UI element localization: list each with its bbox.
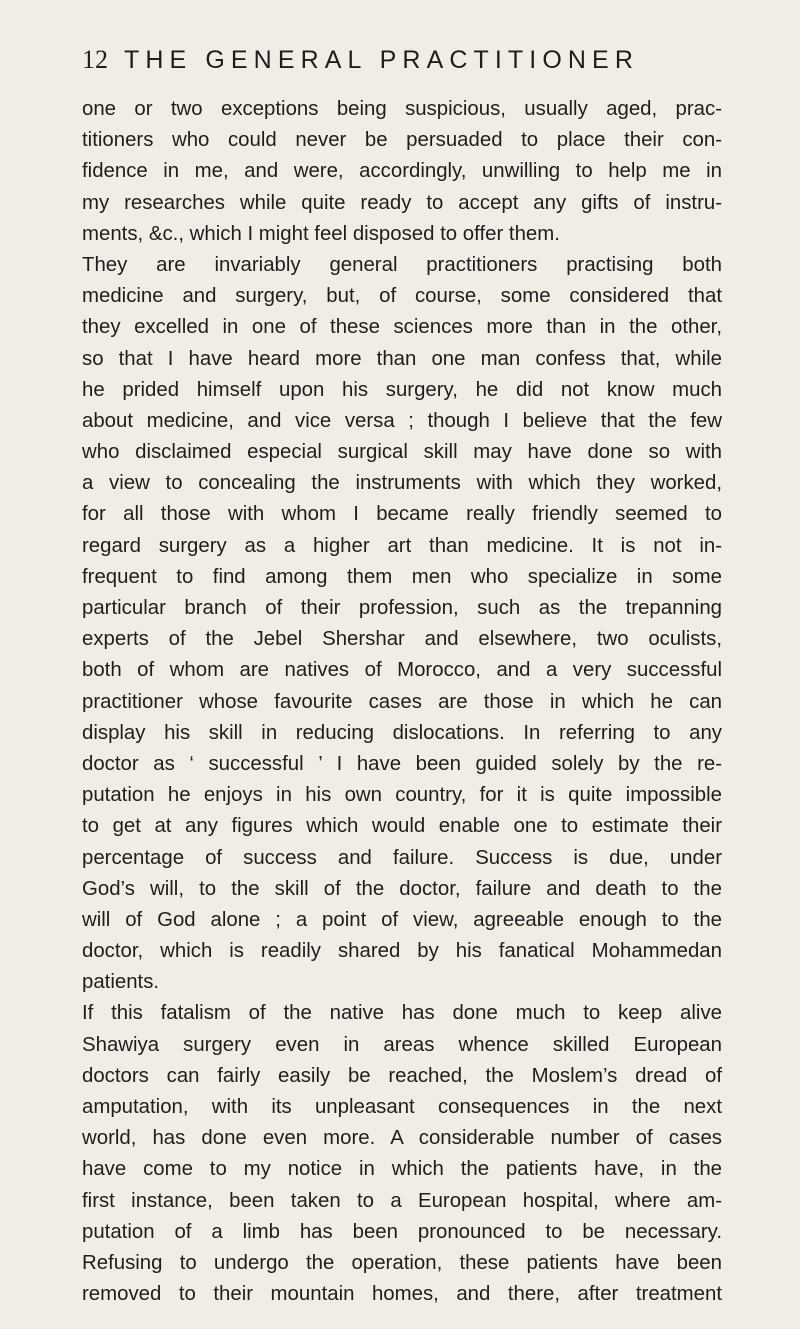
text-line: who disclaimed especial surgical skill may have done so with bbox=[82, 441, 722, 464]
text-line: will of God alone ; a point of view, agreeable enough to the bbox=[82, 908, 722, 931]
text-line: world, has done even more. A considerable number of cases bbox=[82, 1127, 722, 1150]
text-line: both of whom are natives of Morocco, and a very successful bbox=[82, 659, 722, 682]
text-line: frequent to find among them men who specialize in some bbox=[82, 565, 722, 588]
text-line: a view to concealing the instruments with which they worked, bbox=[82, 472, 722, 495]
text-line: to get at any figures which would enable one to estimate their bbox=[82, 815, 722, 838]
text-line: so that I have heard more than one man confess that, while bbox=[82, 347, 722, 370]
text-line: They are invariably general practitioners practising both bbox=[82, 253, 722, 276]
text-line: putation he enjoys in his own country, for it is quite impossible bbox=[82, 784, 722, 807]
text-line: practitioner whose favourite cases are those in which he can bbox=[82, 690, 722, 713]
text-line: fidence in me, and were, accordingly, unwilling to help me in bbox=[82, 160, 722, 183]
text-line: first instance, been taken to a European hospital, where am- bbox=[82, 1189, 722, 1212]
text-line: regard surgery as a higher art than medicine. It is not in- bbox=[82, 534, 722, 557]
page-number: 12 bbox=[82, 45, 108, 74]
text-line: titioners who could never be persuaded to place their con- bbox=[82, 129, 722, 152]
text-line: for all those with whom I became really friendly seemed to bbox=[82, 503, 722, 526]
text-line: have come to my notice in which the patients have, in the bbox=[82, 1158, 722, 1181]
text-line: ments, &c., which I might feel disposed to offer them. bbox=[82, 222, 560, 245]
text-line: they excelled in one of these sciences more than in the other, bbox=[82, 316, 722, 339]
text-line: percentage of success and failure. Success is due, under bbox=[82, 846, 722, 869]
text-line: If this fatalism of the native has done much to keep alive bbox=[82, 1002, 722, 1025]
body-text bbox=[82, 94, 722, 1310]
text-line: about medicine, and vice versa ; though I believe that the few bbox=[82, 409, 722, 432]
running-title: THE GENERAL PRACTITIONER bbox=[124, 46, 639, 74]
text-line: God’s will, to the skill of the doctor, failure and death to the bbox=[82, 877, 722, 900]
text-line: he prided himself upon his surgery, he did not know much bbox=[82, 378, 722, 401]
text-line: experts of the Jebel Shershar and elsewhere, two oculists, bbox=[82, 628, 722, 651]
text-line: doctor, which is readily shared by his fanatical Mohammedan bbox=[82, 940, 722, 963]
text-line: display his skill in reducing dislocations. In referring to any bbox=[82, 721, 722, 744]
text-line: putation of a limb has been pronounced to be necessary. bbox=[82, 1220, 722, 1243]
text-line: doctors can fairly easily be reached, the Moslem’s dread of bbox=[82, 1064, 722, 1087]
text-line: my researches while quite ready to accept any gifts of instru- bbox=[82, 191, 722, 214]
text-line: patients. bbox=[82, 971, 160, 994]
text-line: doctor as ‘ successful ’ I have been guided solely by the re- bbox=[82, 752, 722, 775]
running-head bbox=[82, 40, 722, 80]
text-line: removed to their mountain homes, and there, after treatment bbox=[82, 1283, 722, 1306]
text-line: one or two exceptions being suspicious, usually aged, prac- bbox=[82, 98, 722, 120]
text-line: particular branch of their profession, such as the trepanning bbox=[82, 597, 722, 619]
text-line: amputation, with its unpleasant consequences in the next bbox=[82, 1096, 722, 1118]
text-line: medicine and surgery, but, of course, some considered that bbox=[82, 285, 722, 308]
text-line: Shawiya surgery even in areas whence skilled European bbox=[82, 1033, 722, 1056]
text-line: Refusing to undergo the operation, these patients have been bbox=[82, 1251, 722, 1274]
